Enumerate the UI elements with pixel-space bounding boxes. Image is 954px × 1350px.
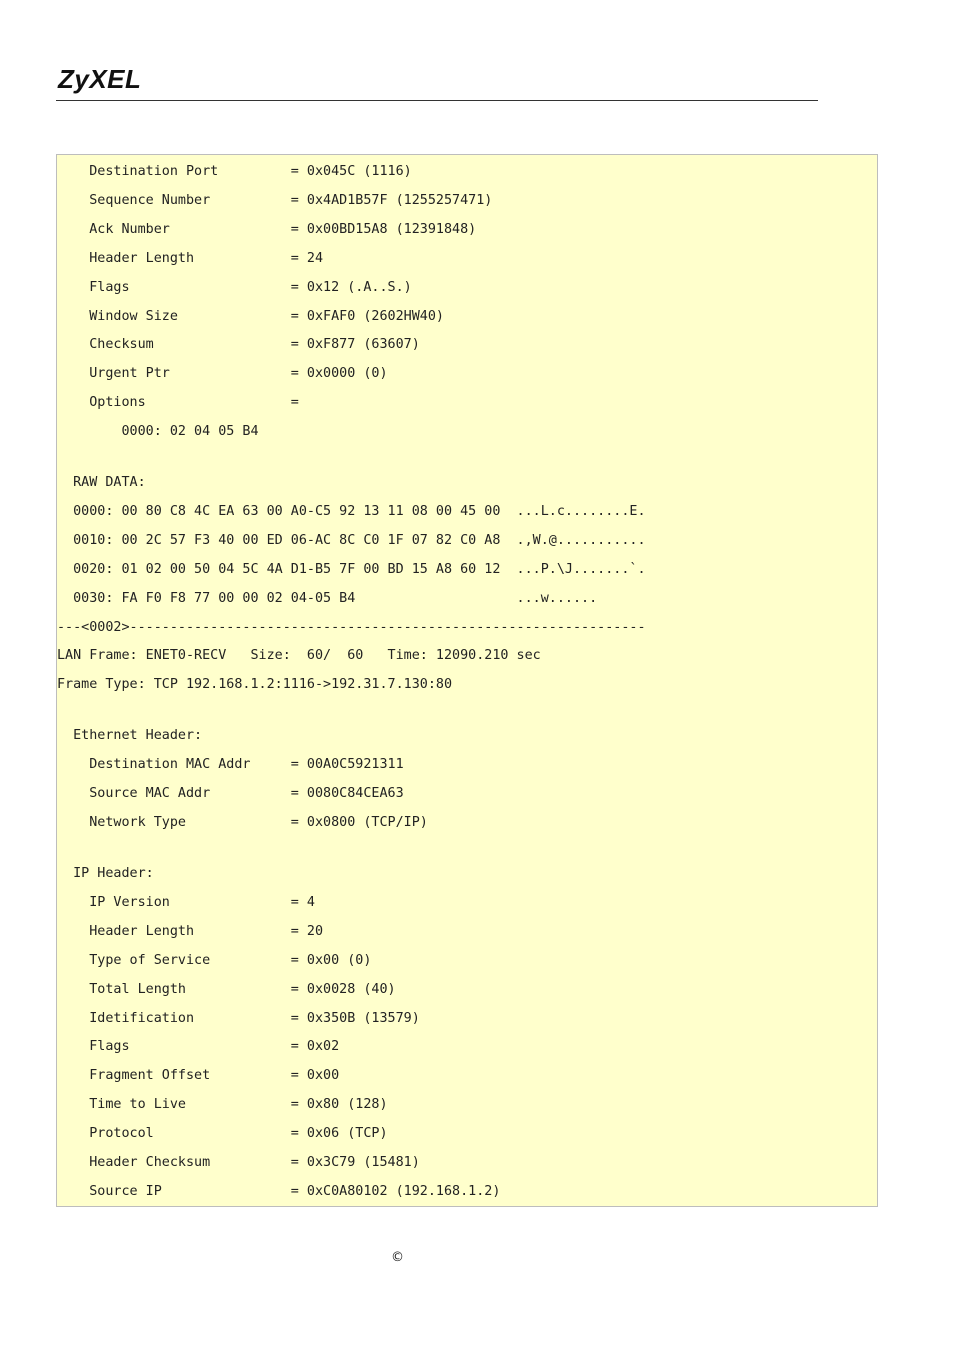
trace-line: Destination Port = 0x045C (1116) bbox=[57, 164, 412, 179]
trace-line: 0020: 01 02 00 50 04 5C 4A D1-B5 7F 00 BD 15 A8 60 12 ...P.\J.......`. bbox=[57, 562, 646, 577]
trace-line: Total Length = 0x0028 (40) bbox=[57, 982, 396, 997]
trace-line: Source IP = 0xC0A80102 (192.168.1.2) bbox=[57, 1184, 501, 1199]
trace-line: Idetification = 0x350B (13579) bbox=[57, 1011, 420, 1026]
trace-line: ---<0002>---------------------------------------------------------------- bbox=[57, 620, 646, 635]
trace-line: Options = bbox=[57, 395, 299, 410]
trace-line: Flags = 0x12 (.A..S.) bbox=[57, 280, 412, 295]
trace-line: IP Version = 4 bbox=[57, 895, 315, 910]
header-divider bbox=[56, 100, 818, 101]
trace-line: 0010: 00 2C 57 F3 40 00 ED 06-AC 8C C0 1F 07 82 C0 A8 .,W.@........... bbox=[57, 533, 646, 548]
trace-log-box bbox=[56, 154, 878, 1207]
trace-line: Destination MAC Addr = 00A0C5921311 bbox=[57, 757, 404, 772]
trace-line: 0000: 02 04 05 B4 bbox=[57, 424, 259, 439]
trace-line: 0030: FA F0 F8 77 00 00 02 04-05 B4 ...w...... bbox=[57, 591, 598, 606]
trace-line: Urgent Ptr = 0x0000 (0) bbox=[57, 366, 388, 381]
trace-line: Type of Service = 0x00 (0) bbox=[57, 953, 372, 968]
trace-line: Fragment Offset = 0x00 bbox=[57, 1068, 340, 1083]
trace-line: Source MAC Addr = 0080C84CEA63 bbox=[57, 786, 404, 801]
trace-line: Window Size = 0xFAF0 (2602HW40) bbox=[57, 309, 444, 324]
trace-line: 0000: 00 80 C8 4C EA 63 00 A0-C5 92 13 11 08 00 45 00 ...L.c........E. bbox=[57, 504, 646, 519]
trace-line: Frame Type: TCP 192.168.1.2:1116->192.31.7.130:80 bbox=[57, 677, 453, 692]
trace-line: Protocol = 0x06 (TCP) bbox=[57, 1126, 388, 1141]
trace-line: Network Type = 0x0800 (TCP/IP) bbox=[57, 815, 428, 830]
zyxel-logo: ZyXEL bbox=[58, 64, 142, 94]
trace-line: Header Checksum = 0x3C79 (15481) bbox=[57, 1155, 420, 1170]
trace-line: Ethernet Header: bbox=[57, 728, 203, 743]
trace-line: Header Length = 20 bbox=[57, 924, 324, 939]
trace-line: Header Length = 24 bbox=[57, 251, 324, 266]
trace-line: RAW DATA: bbox=[57, 475, 146, 490]
trace-line: Flags = 0x02 bbox=[57, 1039, 340, 1054]
copyright-symbol: © bbox=[391, 1250, 404, 1265]
trace-line: IP Header: bbox=[57, 866, 154, 881]
trace-line: Sequence Number = 0x4AD1B57F (1255257471) bbox=[57, 193, 493, 208]
trace-line: Checksum = 0xF877 (63607) bbox=[57, 337, 420, 352]
trace-line: Ack Number = 0x00BD15A8 (12391848) bbox=[57, 222, 477, 237]
trace-line: LAN Frame: ENET0-RECV Size: 60/ 60 Time: 12090.210 sec bbox=[57, 648, 541, 663]
trace-line: Time to Live = 0x80 (128) bbox=[57, 1097, 388, 1112]
